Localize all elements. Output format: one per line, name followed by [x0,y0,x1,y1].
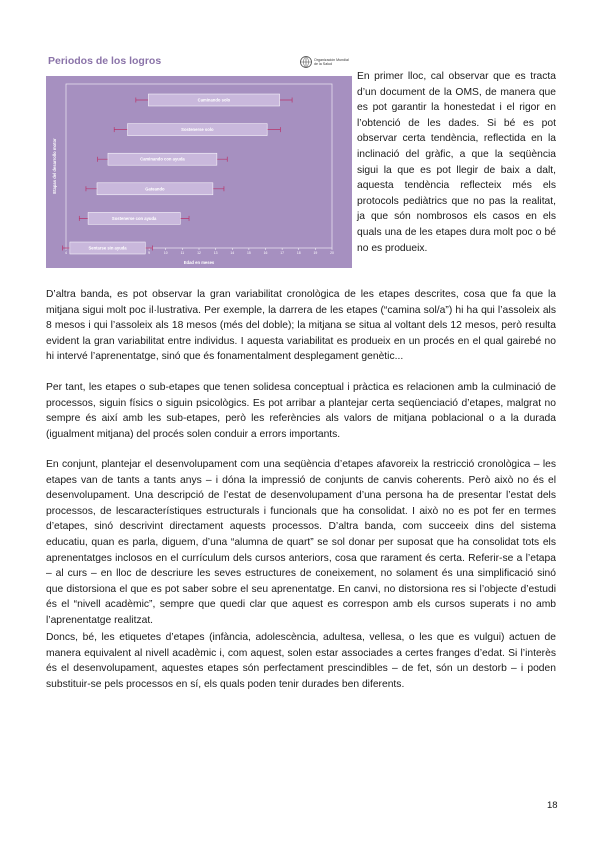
who-globe-icon [300,56,312,68]
x-tick-label: 11 [180,251,185,255]
chart-area [46,76,352,268]
paragraph-3: Per tant, les etapes o sub-etapes que tenen solidesa conceptual i pràctica es relacionen amb la culminació de processos, siguin físics o siguin psicològics. Es pot arribar a plantejar certa seqüenciació d’etapes, malgrat no sempre és així amb les sub-etapes, però les referències als valors de mitjana poblacional o a la durada (igualment mitjana) del procés solen conduir a errors importants. [46,382,556,440]
x-tick-label: 12 [197,251,201,255]
chart-title: Periodos de los logros [48,55,162,67]
who-chart-figure [46,52,352,268]
paragraph-4: En conjunt, plantejar el desenvolupament com una seqüència d’etapes afavoreix la restricció cronològica – les etapes van de tants a tants anys – i dóna la impressió de conjunts de canvis coherents. Però això no és el desenvolupament. Una descripció de l’estat de desenvolupament d’una persona ha de presentar l’estat dels processos, de lescaracterístiques estructurals i funcionals que ha consolidat. I això no es pot fer en termes d’etapes, sinó descrivint directament aquests processos. D’altra banda, com succeeix dins del sistema educatiu, quan es parla, diguem, d’una “alumna de quart” se sol donar per suposat que ha consolidat tots els aprenentatges inclosos en el currículum dels cursos anteriors, cosa que rarament és certa. Referir-se a l’etapa – al curs – en lloc de descriure les seves estructures de coneixement, no solament és una simplificació sinó que distorsiona el que es pot saber sobre el seu aprenentatge. En canvi, no distorsiona res si l’objecte d’estudi és el “nivell acadèmic”, sempre que quedi clar que aquest es correspon amb els cursos superats i no amb l’aprenentatge realitzat. [46,459,556,626]
paragraph-2: D’altra banda, es pot observar la gran variabilitat cronològica de les etapes descrites, cosa que fa que la mitjana sigui molt poc il·lustrativa. Per exemple, la darrera de les etapes (“camina sol/a”) hi ha qui l’assoleix als 8 mesos i qui l’assoleix als 18 mesos (més del doble); la mitjana se situa al voltant dels 12 mesos, però resulta evident la gran variabilitat entre individus. I aquesta variabilitat es produeix en un procés en el qual gairebé no hi intervé l’aprenentatge, sinó que és fonamentalment desplegament genètic... [46,289,556,363]
paragraph-1: En primer lloc, cal observar que es tracta d’un document de la OMS, de manera que es pot garantir la honestedat i el rigor en l’obtenció de les dades. Si bé es pot observar certa tendència, reflectida en la inclinació del gràfic, a que la seqüència sigui la que es pot llegir de baix a dalt, aquesta tendència reflecteix més els protocols pediàtrics que no pas la realitat, ja que són nombrosos els casos en els quals una de les etapes dura molt poc o bé no es produeix. [357,71,556,254]
x-tick-label: 9 [148,251,151,255]
x-tick-label: 13 [213,251,218,255]
bar-label: Sentarse sin ayuda [88,245,127,251]
bar-label: Gateando [145,186,165,192]
x-tick-label: 15 [246,251,251,255]
chart-svg [46,76,352,268]
x-tick-label: 16 [263,251,268,255]
bar-label: Sostenerse solo [181,127,214,133]
bar-label: Caminando con ayuda [140,156,185,162]
bar-label: Caminando solo [197,97,231,103]
x-tick-label: 14 [230,251,235,255]
x-tick-label: 4 [65,251,67,255]
x-tick-label: 18 [296,251,301,255]
x-tick-label: 20 [330,251,334,255]
bar-label: Sostenerse con ayuda [111,215,157,221]
paragraph-5: Doncs, bé, les etiquetes d’etapes (infància, adolescència, adultesa, vellesa, o les que es vulgui) actuen de manera equivalent al nivell acadèmic i, com aquest, solen estar associades a certes franges d’edat. Si l’interès és el desenvolupament, aquestes etapes són perfectament prescindibles – de fet, són un destorb – i poden substituir-se pels processos en sí, els quals poden tenir durades ben diferents. [46,632,556,690]
x-axis-label: Edad en meses [183,260,215,265]
x-tick-label: 19 [313,251,318,255]
who-logo-text: Organización Mundial de la Salud [314,58,349,66]
y-axis-label: Etapas del desarrollo motor [52,138,57,194]
page-number: 18 [547,800,558,811]
x-tick-label: 10 [163,251,168,255]
who-logo [300,56,350,68]
x-tick-label: 17 [280,251,285,255]
